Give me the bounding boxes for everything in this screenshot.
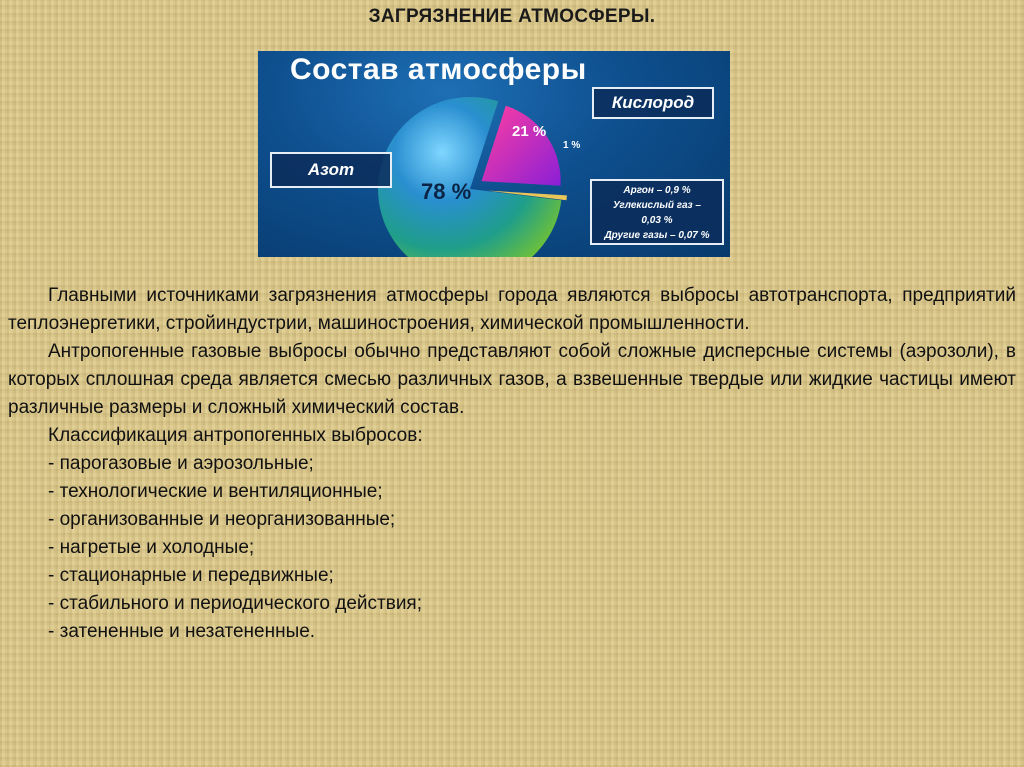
classification-item: - нагретые и холодные;	[48, 537, 255, 558]
other-gas-line: Углекислый газ –	[613, 200, 701, 211]
classification-item: - затененные и незатененные.	[48, 621, 316, 642]
oxygen-label-box: Кислород	[592, 87, 714, 119]
other-gas-line: 0,03 %	[641, 215, 673, 226]
classification-item: - стабильного и периодического действия;	[48, 593, 422, 614]
classification-item: - технологические и вентиляционные;	[48, 481, 383, 502]
paragraph-sources: Главными источниками загрязнения атмосферы города являются выбросы автотранспорта, предприятий теплоэнергетики, стройиндустрии, машиностроения, химической промышленности.	[8, 285, 1016, 334]
figure-title: Состав атмосферы	[290, 53, 587, 86]
other-gas-line: Другие газы – 0,07 %	[604, 230, 710, 241]
classification-item: - парогазовые и аэрозольные;	[48, 453, 314, 474]
slide-title: ЗАГРЯЗНЕНИЕ АТМОСФЕРЫ.	[368, 6, 656, 27]
slice-label-nitrogen: 78 %	[421, 179, 472, 204]
slice-label-oxygen: 21 %	[512, 123, 547, 140]
classification-item: - стационарные и передвижные;	[48, 565, 334, 586]
other-gases-box	[590, 179, 724, 245]
classification-heading: Классификация антропогенных выбросов:	[48, 425, 423, 446]
atmosphere-composition-figure	[258, 51, 730, 257]
other-gas-line: Аргон – 0,9 %	[623, 185, 691, 196]
classification-item: - организованные и неорганизованные;	[48, 509, 396, 530]
paragraph-anthropogenic: Антропогенные газовые выбросы обычно представляют собой сложные дисперсные системы (аэрозоли), в которых сплошная среда является смесью различных газов, а взвешенные твердые или жидкие частицы имеют различные размеры и сложный химический состав.	[8, 341, 1016, 418]
body-text	[8, 282, 1016, 646]
pie-slice-oxygen	[482, 106, 561, 186]
nitrogen-label-box: Азот	[270, 152, 392, 188]
slice-label-other: 1 %	[563, 140, 581, 151]
